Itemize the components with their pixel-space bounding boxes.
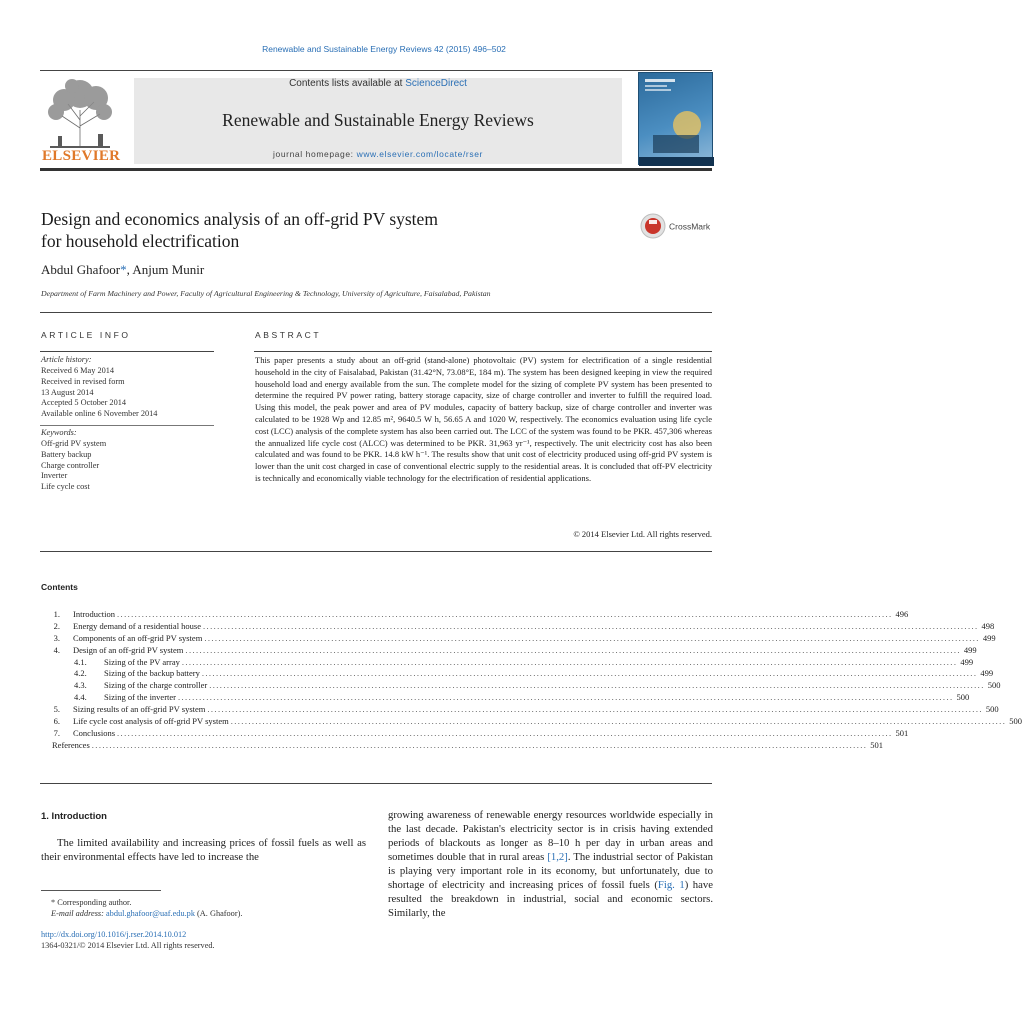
section-rule xyxy=(40,312,712,313)
keyword: Inverter xyxy=(41,471,68,481)
history-entry: Received in revised form xyxy=(41,376,125,386)
header-rule-top xyxy=(40,70,712,71)
issn-line: 1364-0321/© 2014 Elsevier Ltd. All rights reserved. xyxy=(41,941,215,950)
figure-link[interactable]: Fig. 1 xyxy=(657,879,685,891)
toc-item[interactable]: 4. Design of an off-grid PV system ............................................................................................................................................................................................................................ 499 xyxy=(40,645,712,657)
email-suffix: (A. Ghafoor). xyxy=(194,909,243,918)
toc-item-title: Sizing of the PV array xyxy=(104,656,180,667)
keywords-label: Keywords: xyxy=(41,428,77,437)
corresponding-author-mark[interactable]: * xyxy=(120,262,127,277)
header-rule-bottom xyxy=(40,168,712,171)
toc-item-number: 4.1. xyxy=(74,656,87,667)
crossmark-label: CrossMark xyxy=(669,221,711,232)
toc-item[interactable]: 7. Conclusions ............................................................................................................................................................................................................................ 501 xyxy=(40,728,712,740)
introduction-heading: 1. Introduction xyxy=(41,811,107,822)
contents-available-line xyxy=(134,78,622,89)
article-history-label: Article history: xyxy=(41,355,92,364)
crossmark-badge[interactable] xyxy=(640,212,720,240)
toc-item-title: Energy demand of a residential house xyxy=(73,620,202,631)
section-rule xyxy=(40,551,712,552)
email-link[interactable]: abdul.ghafoor@uaf.edu.pk xyxy=(106,909,195,918)
footnote-rule xyxy=(41,890,161,891)
author-list xyxy=(41,262,204,278)
email-label: E-mail address: xyxy=(51,909,106,918)
toc-item[interactable]: 4.2. Sizing of the backup battery ............................................................................................................................................................................................................................ 499 xyxy=(74,668,994,679)
toc-item-title: Sizing of the charge controller xyxy=(104,680,208,691)
elsevier-wordmark: ELSEVIER xyxy=(42,148,121,164)
toc-item-page: 500 xyxy=(985,680,1001,692)
toc-item-references[interactable]: References ............................................................................................................................................................................................................................ 501 xyxy=(52,739,884,750)
toc-item-page: 499 xyxy=(977,668,993,680)
toc-item-page: 501 xyxy=(867,740,883,752)
toc-item-number: 4.2. xyxy=(74,668,87,679)
history-entry: Available online 6 November 2014 xyxy=(41,409,158,419)
article-info-caption: ARTICLE INFO xyxy=(41,330,131,340)
keyword: Charge controller xyxy=(41,460,100,470)
toc-item-page: 500 xyxy=(954,692,970,704)
author-separator: , xyxy=(126,262,133,277)
abstract-caption: ABSTRACT xyxy=(255,330,322,340)
toc-item-number: 5. xyxy=(53,704,60,715)
author-affiliation: Department of Farm Machinery and Power, Faculty of Agricultural Engineering & Technology, University of Agriculture, Faisalabad, Pakistan xyxy=(41,289,491,298)
email-footnote xyxy=(51,908,242,919)
toc-item[interactable]: 4.1. Sizing of the PV array ............................................................................................................................................................................................................................ 499 xyxy=(74,656,974,667)
doi-link[interactable]: http://dx.doi.org/10.1016/j.rser.2014.10.012 xyxy=(41,930,187,939)
journal-citation[interactable]: Renewable and Sustainable Energy Reviews 42 (2015) 496–502 xyxy=(262,44,506,54)
toc-item-title: Conclusions xyxy=(73,727,116,738)
sciencedirect-link[interactable]: ScienceDirect xyxy=(405,78,467,89)
contents-prefix: Contents lists available at xyxy=(289,78,406,89)
homepage-prefix: journal homepage: xyxy=(273,149,357,159)
toc-item-page: 500 xyxy=(1006,716,1022,728)
toc-item-page: 496 xyxy=(893,609,909,621)
toc-item[interactable]: 4.4. Sizing of the inverter ............................................................................................................................................................................................................................ 500 xyxy=(74,692,970,703)
toc-item-title: Life cycle cost analysis of off-grid PV system xyxy=(73,716,229,727)
contents-heading: Contents xyxy=(41,582,78,592)
article-title xyxy=(41,208,601,252)
toc-item-number: 4.3. xyxy=(74,680,87,691)
intro-paragraph-right xyxy=(388,808,713,920)
toc-item-title: References xyxy=(52,739,90,750)
toc-item-number: 2. xyxy=(53,620,60,631)
section-rule xyxy=(40,783,712,784)
article-title-line-2: for household electrification xyxy=(41,231,240,251)
keyword: Life cycle cost xyxy=(41,482,90,492)
toc-item-title: Design of an off-grid PV system xyxy=(73,644,184,655)
toc-item-title: Sizing of the backup battery xyxy=(104,668,200,679)
journal-title: Renewable and Sustainable Energy Reviews xyxy=(222,110,534,130)
cover-art-icon xyxy=(639,73,714,166)
journal-cover-thumbnail[interactable] xyxy=(638,72,713,165)
abstract-text: This paper presents a study about an off-grid (stand-alone) photovoltaic (PV) system for electrification of a single residential household in the city of Faisalabad, Pakistan (31.42°N, 73.08°E, 184 m). The system has been designed keeping in view the required household load and energy available from the sun. The complete model for the sizing of complete PV system has been presented to determine the required PV power rating, battery storage capacity, size of charge controller and inverter to fulfill the required load. Using this model, the peak power and area of PV modules, capacity of battery backup, size of charge controller and inverter was calculated to be 1928 Wp and 12.85 m², 9640.5 W h, 56.65 A and 1020 W, respectively. The economics evaluation using life cycle cost (LCC) analysis of the complete system has also been carried out. The LCC of the system was found to be PKR. 457,306 whereas the annualized life cycle cost (ALCC) was determined to be PKR. 31,963 yr⁻¹, respectively. The unit electricity cost has also been calculated and was found to be PKR. 14.8 kW h⁻¹. The results show that unit cost of electricity produced using off-grid PV system is lower than the unit cost charged in case of conventional electric supply to the residential areas. It is concluded that off-PV electricity is technically and economically viable technology for the electrification of residential applications. xyxy=(255,355,712,483)
toc-item-page: 501 xyxy=(893,728,909,740)
toc-item-title: Introduction xyxy=(73,609,116,619)
toc-item-number: 4. xyxy=(53,644,60,655)
toc-item-number: 4.4. xyxy=(74,692,87,703)
toc-item[interactable]: 5. Sizing results of an off-grid PV system ............................................................................................................................................................................................................................ 500 xyxy=(40,704,712,716)
toc-item-number: 6. xyxy=(53,716,60,727)
toc-item-number: 1. xyxy=(53,609,60,619)
toc-item-page: 499 xyxy=(980,633,996,645)
toc-item-title: Sizing results of an off-grid PV system xyxy=(73,704,206,715)
toc-item[interactable]: 4.3. Sizing of the charge controller ............................................................................................................................................................................................................................ 500 xyxy=(74,680,1001,691)
toc-item[interactable]: 3. Components of an off-grid PV system ............................................................................................................................................................................................................................ 499 xyxy=(40,633,712,645)
homepage-link[interactable]: www.elsevier.com/locate/rser xyxy=(356,149,483,159)
toc-item-title: Sizing of the inverter xyxy=(104,692,176,703)
elsevier-logo[interactable] xyxy=(40,76,120,166)
history-entry: Received 6 May 2014 xyxy=(41,366,115,375)
article-history xyxy=(41,366,157,420)
author-name: Abdul Ghafoor xyxy=(41,262,121,277)
toc-item[interactable]: 1. Introduction ............................................................................................................................................................................................................................ 496 xyxy=(40,609,712,621)
article-info-divider xyxy=(40,425,214,426)
intro-text: ) have resulted the breakdown in industrial, social and economic sectors. Similarly, the xyxy=(388,879,713,919)
toc-item-page: 499 xyxy=(957,657,973,669)
toc-item-page: 499 xyxy=(961,645,977,657)
journal-header-band xyxy=(134,78,622,164)
corresponding-author-note: * Corresponding author. xyxy=(51,898,132,907)
journal-homepage xyxy=(134,149,622,159)
history-entry: 13 August 2014 xyxy=(41,387,94,397)
keywords-list xyxy=(41,439,106,493)
intro-paragraph-left: The limited availability and increasing prices of fossil fuels as well as their environmental effects have led to increase the xyxy=(41,837,366,863)
table-of-contents xyxy=(40,609,1022,752)
intro-text: . The industrial sector of Pakistan is playing very important role in its economy, but unfortunately, due to shortage of electricity and increasing prices of fossil fuels ( xyxy=(388,851,713,891)
abstract-copyright: © 2014 Elsevier Ltd. All rights reserved. xyxy=(573,529,712,539)
toc-item-page: 498 xyxy=(979,621,995,633)
toc-item[interactable]: 2. Energy demand of a residential house ............................................................................................................................................................................................................................ 498 xyxy=(40,621,712,633)
intro-text: growing awareness of renewable energy resources worldwide especially in the last decade. Pakistan's electricity sector is in crisis having extended periods of blackouts as longer as 8–10 h per day in urban areas and sometimes double that in rural areas xyxy=(388,809,713,863)
toc-item-title: Components of an off-grid PV system xyxy=(73,632,203,643)
toc-item[interactable]: 6. Life cycle cost analysis of off-grid PV system ............................................................................................................................................................................................................................ 500 xyxy=(40,716,712,728)
article-info-rule xyxy=(40,351,214,352)
author-name: Anjum Munir xyxy=(132,262,205,277)
toc-item-page: 500 xyxy=(983,704,999,716)
abstract-rule xyxy=(254,351,712,352)
article-title-line-1: Design and economics analysis of an off-grid PV system xyxy=(41,209,438,229)
keyword: Off-grid PV system xyxy=(41,439,107,448)
citation-link[interactable]: [1,2] xyxy=(547,851,568,863)
elsevier-tree-icon xyxy=(40,76,120,150)
crossmark-icon xyxy=(640,212,720,240)
keyword: Battery backup xyxy=(41,449,92,459)
toc-item-number: 3. xyxy=(53,632,60,643)
history-entry: Accepted 5 October 2014 xyxy=(41,398,127,408)
toc-item-number: 7. xyxy=(53,727,60,738)
